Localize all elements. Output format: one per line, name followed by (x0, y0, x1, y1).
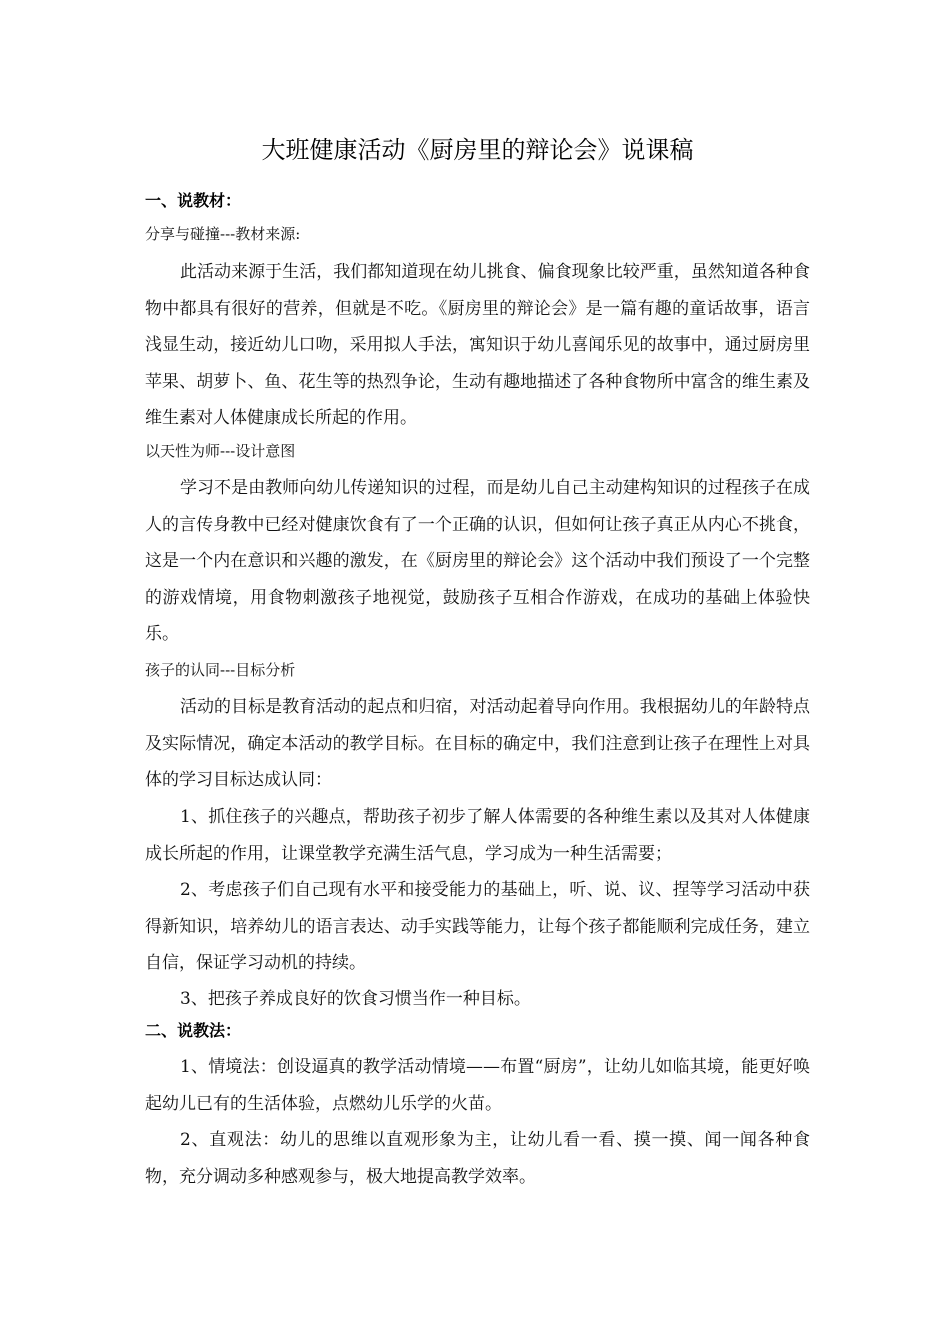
section-heading-teaching-material: 一、说教材： (145, 191, 242, 210)
goal-item-2: 2、考虑孩子们自己现有水平和接受能力的基础上，听、说、议、捏等学习活动中获得新知识，培养幼儿的语言表达、动手实践等能力，让每个孩子都能顺利完成任务，建立自信，保证学习动机的持续。 (145, 880, 810, 973)
document-title: 大班健康活动《厨房里的辩论会》说课稿 (261, 136, 694, 164)
subheading-design-intent: 以天性为师---设计意图 (145, 442, 296, 460)
method-item-1: 1、情境法：创设逼真的教学活动情境——布置“厨房”，让幼儿如临其境，能更好唤起幼儿已有的生活体验，点燃幼儿乐学的火苗。 (145, 1057, 810, 1114)
paragraph-goal-analysis: 活动的目标是教育活动的起点和归宿，对活动起着导向作用。我根据幼儿的年龄特点及实际情况，确定本活动的教学目标。在目标的确定中，我们注意到让孩子在理性上对具体的学习目标达成认同： (145, 697, 810, 790)
paragraph-material-source: 此活动来源于生活，我们都知道现在幼儿挑食、偏食现象比较严重，虽然知道各种食物中都具有很好的营养，但就是不吃。《厨房里的辩论会》是一篇有趣的童话故事，语言浅显生动，接近幼儿口吻，采用拟人手法，寓知识于幼儿喜闻乐见的故事中，通过厨房里苹果、胡萝卜、鱼、花生等的热烈争论，生动有趣地描述了各种食物所中富含的维生素及维生素对人体健康成长所起的作用。 (145, 262, 810, 428)
goal-item-3: 3、把孩子养成良好的饮食习惯当作一种目标。 (180, 989, 531, 1009)
subheading-material-source: 分享与碰撞---教材来源: (145, 225, 301, 243)
subheading-goal-analysis: 孩子的认同---目标分析 (145, 661, 296, 679)
section-heading-teaching-method: 二、说教法： (145, 1021, 242, 1040)
goal-item-1: 1、抓住孩子的兴趣点，帮助孩子初步了解人体需要的各种维生素以及其对人体健康成长所起的作用，让课堂教学充满生活气息，学习成为一种生活需要； (145, 807, 810, 864)
method-item-2: 2、直观法：幼儿的思维以直观形象为主，让幼儿看一看、摸一摸、闻一闻各种食物，充分调动多种感观参与，极大地提高教学效率。 (145, 1130, 810, 1187)
paragraph-design-intent: 学习不是由教师向幼儿传递知识的过程，而是幼儿自己主动建构知识的过程孩子在成人的言传身教中已经对健康饮食有了一个正确的认识，但如何让孩子真正从内心不挑食，这是一个内在意识和兴趣的激发，在《厨房里的辩论会》这个活动中我们预设了一个完整的游戏情境，用食物刺激孩子地视觉，鼓励孩子互相合作游戏，在成功的基础上体验快乐。 (145, 478, 810, 644)
